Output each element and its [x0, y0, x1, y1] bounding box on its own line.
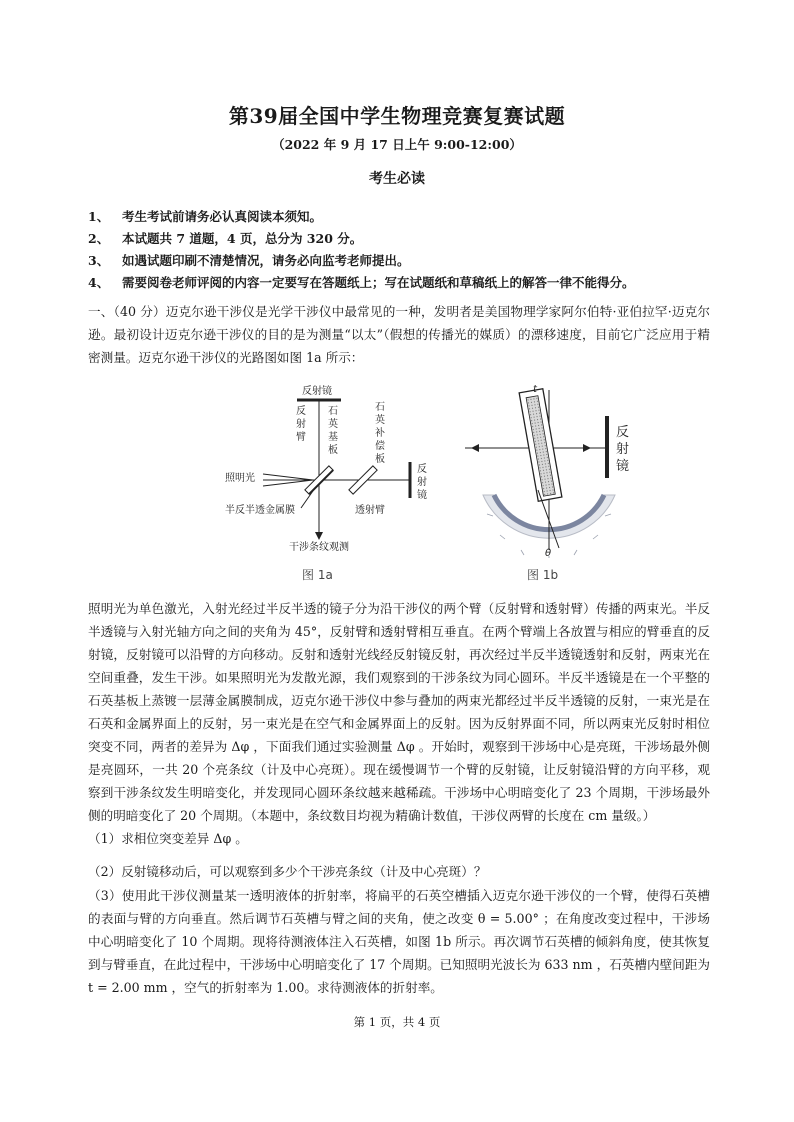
notice-item: 2、 本试题共 7 道题，4 页，总分为 320 分。	[88, 231, 363, 246]
figure-1a-caption: 图 1a	[302, 568, 333, 582]
label-theta: θ	[545, 548, 552, 558]
label-transmit-arm: 透射臂	[355, 505, 385, 516]
question-1: （1）求相位突变差异 Δφ 。	[88, 831, 248, 846]
problem1-body: 照明光为单色激光，入射光经过半反半透的镜子分为沿干涉仪的两个臂（反射臂和透射臂）传播的两束光。半反半透镜与入射光轴方向之间的夹角为 45°，反射臂和透射臂相互垂直。在两个臂端上各放置与相应的臂垂直的反射镜，反射镜可以沿臂的方向移动。反射和透射光线经反射镜反射，再次经过半反半透镜透射和反射，两束光在空间重叠，发生干涉。如果照明光为发散光源，我们观察到的干涉条纹为同心圆环。半反半透镜是在一个平整的石英基板上蒸镀一层薄金属膜制成，迈克尔逊干涉仪中参与叠加的两束光都经过半反半透镜的反射，一束光是在石英和金属界面上的反射，另一束光是在空气和金属界面上的反射。因为反射界面不同，所以两束光反射时相位突变不同，两者的差异为 Δφ ，下面我们通过实验测量 Δφ 。开始时，观察到干涉场中心是亮斑，干涉场最外侧是亮圆环，一共 20 个亮条纹（计及中心亮斑）。现在缓慢调节一个臂的反射镜，让反射镜沿臂的方向平移，观察到干涉条纹发生明暗变化，并发现同心圆环条纹越来越稀疏。干涉场中心明暗变化了 23 个周期，干涉场最外侧的明暗变化了 20 个周期。（本题中，条纹数目均视为精确计数值，干涉仪两臂的长度在 cm 量级。）	[88, 601, 710, 823]
question-3: （3）使用此干涉仪测量某一透明液体的折射率，将扁平的石英空槽插入迈克尔逊干涉仪的一个臂，使得石英槽的表面与臂的方向垂直。然后调节石英槽与臂之间的夹角，使之改变 θ = 5.00° ；在角度改变过程中，干涉场中心明暗变化了 10 个周期。现将待测液体注入石英槽，如图 1b 所示。再次调节石英槽的倾斜角度，使其恢复到与臂垂直，在此过程中，干涉场中心明暗变化了 17 个周期。已知照明光波长为 633 nm ，石英槽内壁间距为 t = 2.00 mm ，空气的折射率为 1.00。求待测液体的折射率。	[88, 888, 710, 995]
label-quartz-4: 板	[328, 445, 338, 456]
label-mirror-3: 镜	[616, 459, 630, 474]
label-comp-5: 板	[375, 454, 385, 465]
label-quartz-3: 基	[328, 432, 338, 443]
notice-item: 1、 考生考试前请务必认真阅读本须知。	[88, 209, 323, 224]
label-quartz-1: 石	[328, 406, 338, 417]
label-t: t	[533, 384, 537, 395]
notice-item: 3、 如遇试题印刷不清楚情况，请务必向监考老师提出。	[88, 253, 410, 268]
exam-date: （2022 年 9 月 17 日上午 9:00-12:00）	[272, 137, 522, 152]
label-mirror-1: 反	[616, 425, 630, 440]
exam-title: 第39届全国中学生物理竞赛复赛试题	[228, 104, 566, 128]
label-right-mirror-2: 射	[417, 477, 427, 488]
label-mirror-2: 射	[616, 442, 630, 457]
label-reflect-arm-3: 臂	[296, 432, 306, 443]
question-2: （2）反射镜移动后，可以观察到多少个干涉亮条纹（计及中心亮斑）？	[88, 864, 487, 879]
label-half-mirror: 半反半透金属膜	[225, 505, 295, 516]
notice-heading: 考生必读	[369, 171, 425, 187]
label-quartz-2: 英	[328, 419, 338, 430]
figure-1b-diagram	[465, 380, 635, 558]
label-comp-2: 英	[375, 415, 385, 426]
figure-1a-diagram	[205, 380, 450, 558]
label-right-mirror-1: 反	[417, 464, 427, 475]
quartz-cell	[519, 389, 562, 501]
page-footer: 第 1 页，共 4 页	[353, 1015, 441, 1029]
notice-list	[88, 206, 728, 294]
label-reflect-arm-1: 反	[296, 406, 306, 417]
problem1-intro: 一、（40 分）迈克尔逊干涉仪是光学干涉仪中最常见的一种，发明者是美国物理学家阿尔伯特·亚伯拉罕·迈克尔逊。最初设计迈克尔逊干涉仪的目的是为测量“以太”（假想的传播光的媒质）的漂移速度，目前它广泛应用于精密测量。迈克尔逊干涉仪的光路图如图 1a 所示：	[88, 304, 710, 365]
label-comp-1: 石	[375, 402, 385, 413]
label-reflect-arm-2: 射	[296, 419, 306, 430]
label-light: 照明光	[225, 473, 255, 484]
label-top-mirror: 反射镜	[302, 386, 332, 397]
label-comp-3: 补	[375, 428, 385, 439]
label-right-mirror-3: 镜	[417, 490, 427, 501]
label-observe: 干涉条纹观测	[289, 542, 349, 553]
figure-1b-caption: 图 1b	[527, 568, 559, 582]
label-comp-4: 偿	[375, 441, 385, 452]
notice-item: 4、 需要阅卷老师评阅的内容一定要写在答题纸上；写在试题纸和草稿纸上的解答一律不能得分。	[88, 275, 635, 290]
